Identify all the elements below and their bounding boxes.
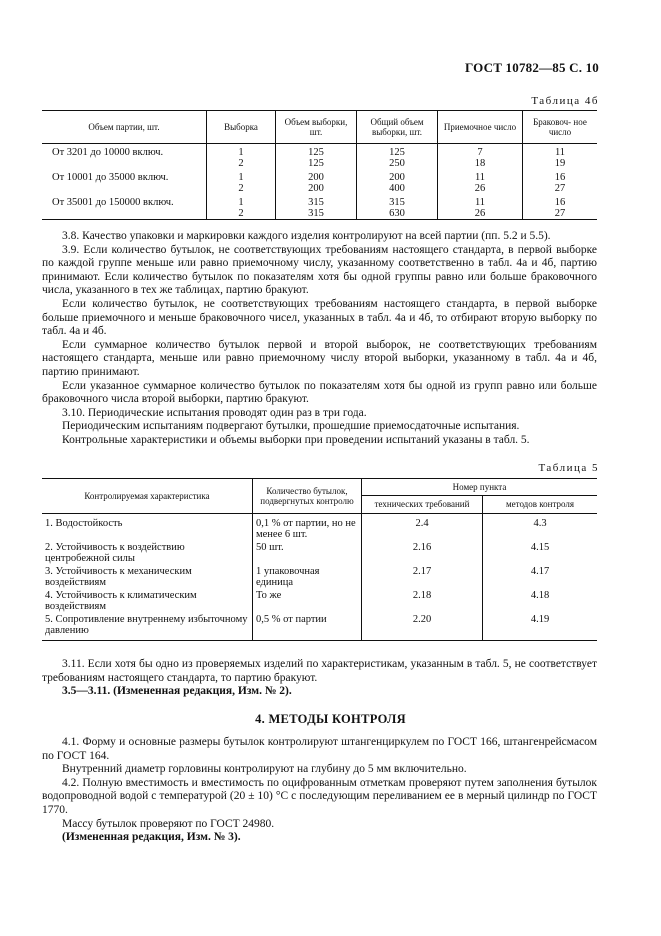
cell: 2.16	[362, 541, 483, 565]
section-title: 4. МЕТОДЫ КОНТРОЛЯ	[255, 712, 406, 726]
cell: 26	[438, 183, 523, 194]
body-text-c	[42, 736, 597, 845]
cell: От 3201 до 10000 включ.	[52, 147, 164, 158]
paragraph: 4.2. Полную вместимость и вместимость по оцифрованным отметкам проверяют путем заполнения бутылок водопроводной водой с температурой (20 ± 10) °С с последующим переливанием ее в мерный цилиндр по ГОСТ 1770.	[42, 776, 597, 816]
cell: 3. Устойчивость к механическим воздействиям	[45, 565, 192, 589]
cell: 2	[207, 208, 276, 220]
cell: 16	[523, 169, 598, 183]
cell: 4.19	[483, 613, 598, 641]
cell: От 35001 до 150000 включ.	[52, 197, 174, 208]
table-5-caption: Таблица 5	[538, 462, 599, 474]
cell: 26	[438, 208, 523, 220]
cell: 125	[357, 144, 438, 159]
paragraph: Если суммарное количество бутылок первой и второй выборок, не соответствующих требованиям настоящего стандарта, меньше или равно приемочному числу второй выборки, указанному в табл. 4а и 4б, партию принимают.	[42, 338, 597, 378]
cell: 4.18	[483, 589, 598, 613]
col-rejection: Браковоч- ное число	[523, 111, 598, 144]
col-item-number: Номер пункта	[362, 479, 598, 496]
table-row	[42, 144, 597, 159]
paragraph: Внутренний диаметр горловины контролируют на глубину до 5 мм включительно.	[62, 763, 467, 776]
cell: 16	[523, 194, 598, 208]
table-row	[42, 565, 597, 589]
table-header-row	[42, 111, 597, 144]
body-text-a	[42, 230, 597, 448]
cell: 11	[438, 194, 523, 208]
col-lot-size: Объем партии, шт.	[42, 111, 207, 144]
cell: 0,1 % от партии, но не менее 6 шт.	[253, 513, 362, 541]
col-test-methods: методов контроля	[483, 496, 598, 513]
cell: От 10001 до 35000 включ.	[52, 172, 169, 183]
paragraph: 3.11. Если хотя бы одно из проверяемых изделий по характеристикам, указанным в табл. 5, не соответствует требованиям настоящего стандарта, то партию бракуют.	[42, 658, 597, 684]
paragraph: Периодическим испытаниям подвергают бутылки, прошедшие приемосдаточные испытания.	[62, 420, 520, 433]
cell: 200	[357, 169, 438, 183]
amendment-note: (Измененная редакция, Изм. № 3).	[62, 831, 241, 844]
cell: 7	[438, 144, 523, 159]
cell: 200	[276, 169, 357, 183]
cell: 27	[523, 183, 598, 194]
cell: 4.17	[483, 565, 598, 589]
col-sample-volume: Объем выборки, шт.	[276, 111, 357, 144]
cell: 4.15	[483, 541, 598, 565]
table-row	[42, 613, 597, 641]
table-row	[42, 541, 597, 565]
col-characteristic: Контролируемая характеристика	[42, 479, 253, 514]
cell: 4.3	[483, 513, 598, 541]
cell: 11	[523, 144, 598, 159]
table-row	[42, 194, 597, 208]
cell: 250	[357, 158, 438, 169]
cell: То же	[253, 589, 362, 613]
cell: 2	[207, 158, 276, 169]
cell: 4. Устойчивость к климатическим воздействиям	[45, 589, 197, 613]
table-row	[42, 589, 597, 613]
cell: 1	[207, 169, 276, 183]
cell: 2.20	[362, 613, 483, 641]
col-tech-req: технических требований	[362, 496, 483, 513]
cell: 1	[207, 194, 276, 208]
table-5	[42, 478, 597, 641]
paragraph: 3.8. Качество упаковки и маркировки каждого изделия контролируют на всей партии (пп. 5.2 и 5.5).	[62, 230, 551, 242]
cell: 200	[276, 183, 357, 194]
table-row	[42, 158, 597, 169]
cell: 27	[523, 208, 598, 220]
cell: 125	[276, 144, 357, 159]
col-total-volume: Общий объем выборки, шт.	[357, 111, 438, 144]
cell: 125	[276, 158, 357, 169]
paragraph: 4.1. Форму и основные размеры бутылок контролируют штангенциркулем по ГОСТ 166, штангенрейсмасом по ГОСТ 164.	[42, 736, 597, 762]
amendment-note: 3.5—3.11. (Измененная редакция, Изм. № 2).	[62, 685, 292, 698]
cell: 2	[207, 183, 276, 194]
cell: 2.18	[362, 589, 483, 613]
cell	[42, 183, 207, 194]
cell	[42, 208, 207, 220]
table-4b	[42, 110, 597, 220]
table-4b-caption: Таблица 4б	[531, 95, 599, 107]
page-header: ГОСТ 10782—85 С. 10	[465, 60, 599, 75]
cell: 0,5 % от партии	[253, 613, 362, 641]
cell: 2.4	[362, 513, 483, 541]
cell: 630	[357, 208, 438, 220]
cell: 315	[276, 208, 357, 220]
table-row	[42, 183, 597, 194]
cell: 2. Устойчивость к воздействию центробежной силы	[45, 541, 185, 565]
paragraph: Массу бутылок проверяют по ГОСТ 24980.	[62, 817, 275, 830]
cell: 18	[438, 158, 523, 169]
cell: 315	[357, 194, 438, 208]
cell: 2.17	[362, 565, 483, 589]
table-header-row	[42, 479, 597, 496]
body-text-b	[42, 658, 597, 699]
paragraph: 3.10. Периодические испытания проводят один раз в три года.	[62, 406, 367, 419]
cell: 1 упаковочная единица	[253, 565, 362, 589]
table-row	[42, 208, 597, 220]
table-row	[42, 169, 597, 183]
col-quantity: Количество бутылок, подвергнутых контролю	[253, 479, 362, 514]
cell: 1	[207, 144, 276, 159]
paragraph: Контрольные характеристики и объемы выборки при проведении испытаний указаны в табл. 5.	[62, 433, 530, 446]
cell: 50 шт.	[253, 541, 362, 565]
col-acceptance: Приемочное число	[438, 111, 523, 144]
paragraph: Если указанное суммарное количество бутылок по показателям хотя бы одной из групп равно или больше браковочного числа второй выборки, партию бракуют.	[42, 379, 597, 406]
cell: 19	[523, 158, 598, 169]
cell: 400	[357, 183, 438, 194]
col-sample: Выборка	[207, 111, 276, 144]
cell: 315	[276, 194, 357, 208]
cell: 11	[438, 169, 523, 183]
cell	[42, 158, 207, 169]
paragraph: 3.9. Если количество бутылок, не соответствующих требованиям настоящего стандарта, в первой выборке по каждой группе меньше или равно приемочному числу, указанному соответственно в табл. 4а и 4б, партию принимают. Если количество бутылок по показателям хотя бы одной группы равно или больше браковочного числа, указанного в тех же таблицах, партию бракуют.	[42, 243, 597, 297]
cell: 5. Сопротивление внутреннему избыточному давлению	[45, 613, 248, 637]
paragraph: Если количество бутылок, не соответствующих требованиям настоящего стандарта, в первой выборке больше приемочного и меньше браковочного чисел, указанных в табл. 4а и 4б, то отбирают вторую выборку по табл. 4а и 4б.	[42, 297, 597, 338]
cell: 1. Водостойкость	[45, 517, 123, 529]
table-row	[42, 513, 597, 541]
